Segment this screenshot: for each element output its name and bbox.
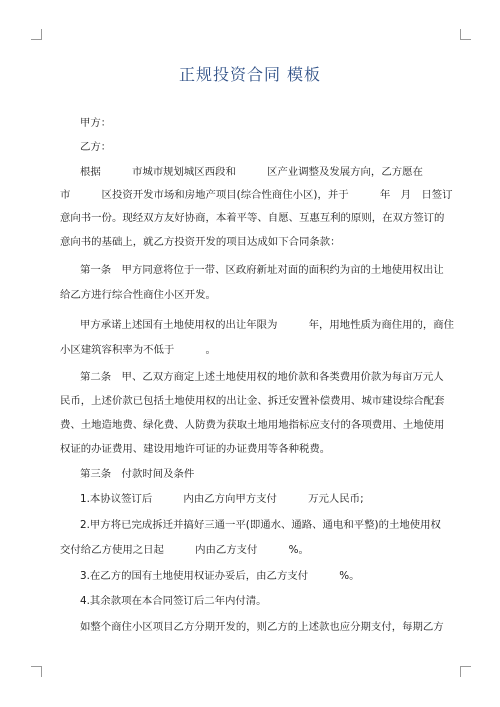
text-line: 第三条 付款时间及条件 [80, 468, 195, 480]
text-line: 意向书一份。现经双方友好协商，本着平等、自愿、互惠互利的原则，在双方签订的 [60, 212, 445, 224]
corner-mark-bottom-right [460, 666, 471, 677]
corner-mark-bottom-left [31, 666, 42, 677]
text-line: 2.甲方将已完成拆迁并搞好三通一平(即通水、通路、通电和平整)的土地使用权 [80, 519, 441, 531]
party-a-label: 甲方： [80, 117, 112, 129]
text-line: 第二条 甲、乙双方商定上述土地使用权的地价款和各类费用价款为每亩万元人 [80, 371, 444, 383]
text-line: 交付给乙方使用之日起 内由乙方支付 %。 [60, 544, 309, 556]
document-title: 正规投资合同 模板 [178, 65, 322, 84]
text-line: 意向书的基础上，就乙方投资开发的项目达成如下合同条款： [60, 236, 341, 248]
text-line: 4.其余款项在本合同签订后二年内付清。 [80, 595, 267, 607]
corner-mark-top-left [31, 29, 42, 40]
text-line: 3.在乙方的国有土地使用权证办妥后，由乙方支付 %。 [80, 570, 360, 582]
text-line: 费、土地造地费、绿化费、人防费为获取土地用地指标应支付的各项费用、土地使用 [60, 419, 445, 431]
text-line: 市 区投资开发市场和房地产项目(综合性商住小区)，并于 年 月 日签订 [60, 189, 453, 201]
text-line: 甲方承诺上述国有土地使用权的出让年限为 年，用地性质为商住用的，商住 [80, 319, 455, 331]
text-line: 权证的办证费用、建设用地许可证的办证费用等各种税费。 [60, 443, 331, 455]
text-line: 根据 市城市规划城区西段和 区产业调整及发展方向，乙方愿在 [80, 166, 423, 178]
text-line: 第一条 甲方同意将位于一带、区政府新址对面的面积约为亩的土地使用权出让 [80, 264, 444, 276]
party-b-label: 乙方： [80, 141, 112, 153]
text-line: 如整个商住小区项目乙方分期开发的，则乙方的上述款也应分期支付，每期乙方 [80, 621, 444, 633]
text-line: 民币，上述价款已包括土地使用权的出让金、拆迁安置补偿费用、城市建设综合配套 [60, 395, 445, 407]
text-line: 给乙方进行综合性商住小区开发。 [60, 289, 216, 301]
text-line: 小区建筑容积率为不低于 。 [60, 344, 216, 356]
text-line: 1.本协议签订后 内由乙方向甲方支付 万元人民币; [80, 493, 364, 505]
corner-mark-top-right [460, 29, 471, 40]
